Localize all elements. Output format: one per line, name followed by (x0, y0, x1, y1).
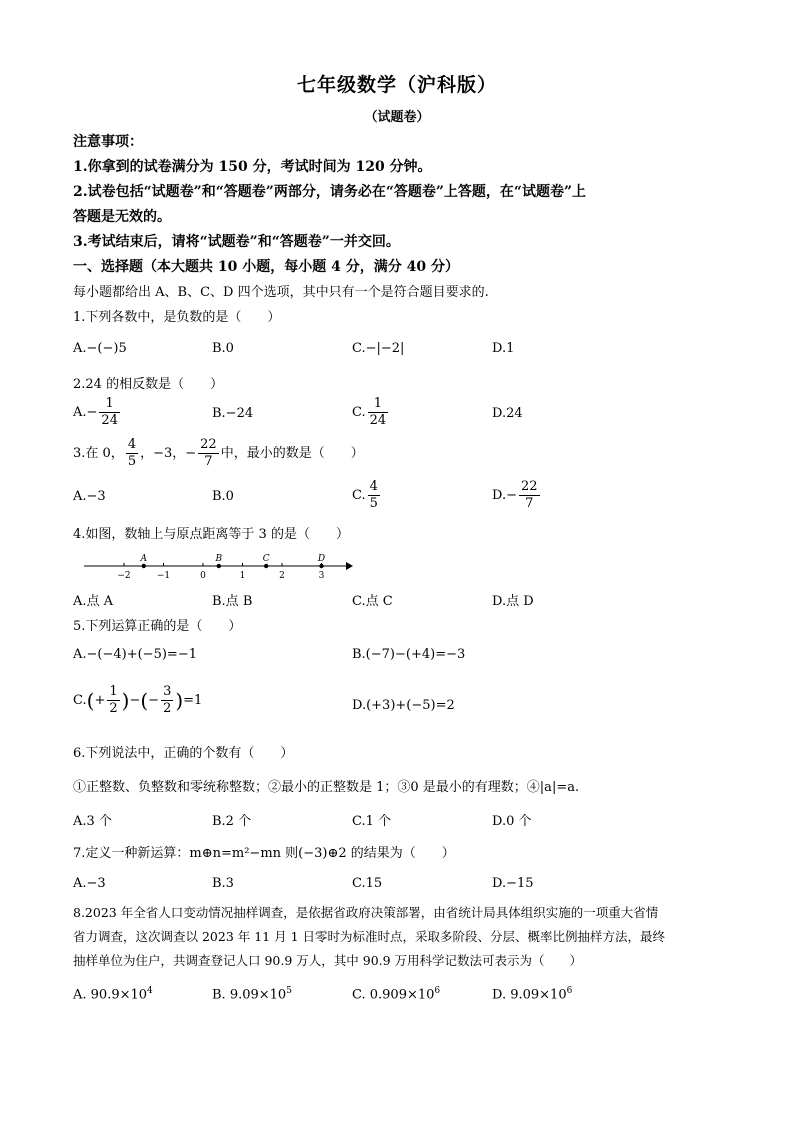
q3-c-den: 5 (369, 496, 378, 511)
notice-item-2: 2.试卷包括“试题卷”和“答题卷”两部分，请务必在“答题卷”上答题，在“试题卷”上 (73, 184, 587, 200)
q8-option-d (492, 986, 572, 1002)
q1-option-a: A.−(−)5 (73, 341, 127, 356)
number-line-point (319, 564, 323, 568)
q2-a-fraction (99, 396, 120, 429)
q2-c-den: 24 (369, 413, 387, 428)
q5-c-open-paren-1: ( (86, 688, 95, 713)
q3-stem-fraction-1 (126, 437, 138, 470)
question-2-stem: 2.24 的相反数是（ ） (73, 377, 224, 392)
q3-stem-fraction-2 (198, 437, 219, 470)
number-line-point-label: B (215, 554, 223, 564)
question-6-stem: 6.下列说法中，正确的个数有（ ） (73, 746, 294, 761)
q5-c-end: =1 (183, 693, 203, 708)
q2-option-c (352, 396, 390, 429)
q3-f1-den: 5 (127, 454, 137, 469)
q5-c-num-1: 1 (109, 684, 118, 699)
q5-option-c (73, 684, 202, 717)
q6-option-c: C.1 个 (352, 814, 392, 829)
q4-option-a: A.点 A (73, 594, 114, 609)
question-8-line-2: 省力调查，这次调查以 2023 年 11 月 1 日零时为标准时点，采取多阶段、分层、概率比例抽样方法，最终 (73, 929, 666, 944)
q8-a-exp: 4 (147, 986, 153, 996)
section-intro: 每小题都给出 A、B、C、D 四个选项，其中只有一个是符合题目要求的. (73, 285, 489, 300)
q3-option-a: A.−3 (73, 489, 106, 504)
question-5-stem: 5.下列运算正确的是（ ） (73, 619, 242, 634)
question-3-stem (73, 437, 364, 470)
q3-c-num: 4 (369, 479, 378, 494)
q5-c-prefix: C. (73, 693, 87, 708)
page-title: 七年级数学（沪科版） (296, 74, 497, 96)
number-line-point-label: A (140, 554, 147, 564)
notice-item-2-cont: 答题是无效的。 (73, 209, 171, 225)
q3-d-num: 22 (520, 479, 538, 494)
q1-option-c: C.−|−2| (352, 341, 405, 356)
q8-option-c (352, 986, 440, 1002)
q5-c-fraction-2 (161, 684, 173, 717)
number-line-point (264, 564, 268, 568)
q8-a-base: A. 90.9×10 (73, 987, 148, 1003)
number-line-tick-label: 0 (200, 571, 206, 581)
q3-f2-den: 7 (198, 453, 219, 470)
notice-item-3: 3.考试结束后，请将“试题卷”和“答题卷”一并交回。 (73, 234, 400, 250)
page-subtitle: （试题卷） (364, 110, 430, 125)
q3-c-fraction (368, 479, 380, 512)
q8-c-base: C. 0.909×10 (352, 987, 435, 1003)
q5-c-close-paren-2: ) (175, 688, 184, 713)
number-line-tick-label: 1 (239, 571, 246, 581)
number-line-point-label: D (317, 554, 326, 564)
q5-c-close-paren-1: ) (121, 688, 130, 713)
q3-d-fraction (519, 479, 540, 512)
q4-option-b: B.点 B (212, 594, 253, 609)
q8-c-exp: 6 (434, 986, 441, 996)
number-line-point (217, 564, 221, 568)
q2-a-num: 1 (105, 396, 114, 411)
number-line-point-label: C (262, 554, 270, 564)
q8-d-base: D. 9.09×10 (492, 987, 567, 1003)
q1-option-d: D.1 (492, 341, 515, 356)
q5-option-a: A.−(−4)+(−5)=−1 (73, 647, 197, 662)
question-7-stem: 7.定义一种新运算：m⊕n=m²−mn 则(−3)⊕2 的结果为（ ） (73, 846, 455, 861)
q7-option-b: B.3 (212, 876, 234, 891)
q8-d-exp: 6 (566, 986, 573, 996)
question-8-line-3: 抽样单位为住户，共调查登记人口 90.9 万人，其中 90.9 万用科学记数法可表示为（ ） (73, 953, 583, 968)
q2-option-a (73, 396, 122, 429)
q8-b-exp: 5 (286, 986, 292, 996)
q3-c-prefix: C. (352, 488, 366, 503)
q3-d-prefix: D.− (492, 488, 517, 503)
question-8-line-1: 8.2023 年全省人口变动情况抽样调查，是依据省政府决策部署，由省统计局具体组织实施的一项重大省情 (73, 905, 659, 920)
number-line-tick-label: 3 (318, 571, 325, 581)
number-line-tick-label: −1 (156, 571, 171, 581)
q8-option-a (73, 986, 153, 1002)
notice-heading: 注意事项： (73, 134, 143, 150)
q3-f2-num: 22 (200, 437, 217, 452)
q2-a-den: 24 (101, 413, 118, 428)
q2-a-prefix: A.− (73, 405, 98, 420)
q7-option-a: A.−3 (73, 876, 106, 891)
number-line-tick-label: 2 (279, 571, 285, 581)
question-1-stem: 1.下列各数中，是负数的是（ ） (73, 310, 281, 325)
q6-option-a: A.3 个 (73, 814, 112, 829)
q3-option-d (492, 479, 542, 512)
q2-option-b: B.−24 (212, 406, 254, 421)
notice-item-1: 1.你拿到的试卷满分为 150 分，考试时间为 120 分钟。 (73, 159, 432, 175)
q3-stem-end: 中，最小的数是（ ） (220, 446, 364, 461)
q5-option-b: B.(−7)−(+4)=−3 (352, 647, 466, 662)
number-line-figure (80, 548, 355, 582)
q3-option-b: B.0 (212, 489, 234, 504)
q2-c-fraction (368, 396, 389, 429)
q2-c-num: 1 (373, 396, 383, 411)
q3-stem-mid: ，−3，− (140, 446, 197, 461)
q5-c-den-1: 2 (109, 701, 118, 716)
q3-stem-start: 3.在 0， (73, 446, 124, 461)
q5-c-num-2: 3 (163, 684, 172, 699)
q7-option-c: C.15 (352, 876, 383, 891)
number-line-point (142, 564, 146, 568)
q5-option-d: D.(+3)+(−5)=2 (352, 698, 455, 713)
q4-option-c: C.点 C (352, 594, 393, 609)
q3-f1-num: 4 (127, 437, 137, 452)
q3-d-den: 7 (519, 495, 540, 512)
q3-option-c (352, 479, 382, 512)
q5-c-sign-1: + (94, 693, 106, 708)
q2-c-prefix: C. (352, 405, 366, 420)
question-6-body: ①正整数、负整数和零统称整数；②最小的正整数是 1；③0 是最小的有理数；④|a|=a. (73, 780, 580, 795)
q1-option-b: B.0 (212, 341, 234, 356)
q8-b-base: B. 9.09×10 (212, 987, 287, 1003)
number-line-tick-label: −2 (117, 571, 131, 581)
q8-option-b (212, 986, 292, 1002)
q4-option-d: D.点 D (492, 594, 534, 609)
q5-c-open-paren-2: ( (140, 688, 149, 713)
q5-c-fraction-1 (107, 684, 119, 717)
q2-option-d: D.24 (492, 406, 523, 421)
q5-c-den-2: 2 (163, 701, 172, 716)
q7-option-d: D.−15 (492, 876, 534, 891)
q5-c-mid: − (129, 693, 141, 708)
question-4-stem: 4.如图，数轴上与原点距离等于 3 的是（ ） (73, 527, 349, 542)
section-heading: 一、选择题（本大题共 10 小题，每小题 4 分，满分 40 分） (73, 259, 459, 275)
q6-option-d: D.0 个 (492, 814, 532, 829)
q5-c-sign-2: − (148, 693, 160, 708)
number-line-arrow (346, 562, 353, 570)
q6-option-b: B.2 个 (212, 814, 252, 829)
